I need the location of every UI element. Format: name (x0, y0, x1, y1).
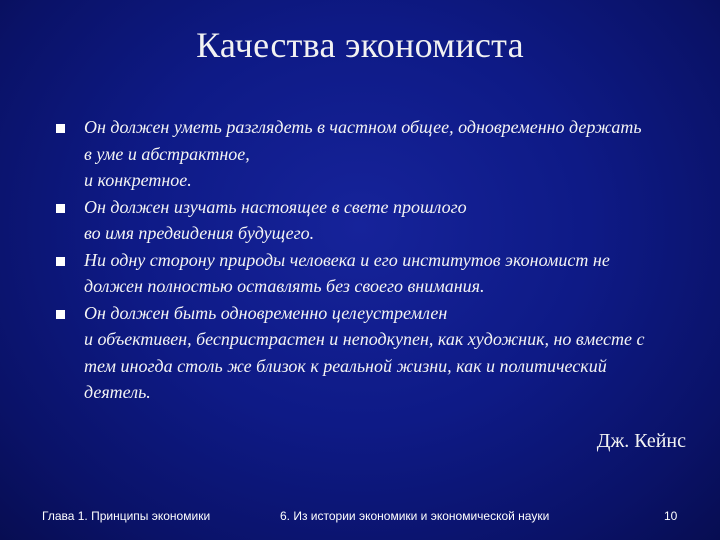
bullet-text-line: тем иногда столь же близок к реальной жизни, как и политический (84, 355, 607, 376)
bullet-text-line: Он должен быть одновременно целеустремлен (84, 302, 448, 323)
footer-section: 6. Из истории экономики и экономической науки (280, 509, 550, 523)
bullet-item (56, 300, 696, 406)
bullet-text-line: и объективен, беспристрастен и неподкупен, как художник, но вместе с (84, 329, 645, 349)
bullet-text-line: и конкретное. (84, 170, 192, 190)
bullet-item (56, 194, 696, 247)
page-number: 10 (664, 509, 678, 523)
bullet-text-line: деятель. (84, 382, 151, 402)
square-bullet-icon (56, 257, 65, 266)
square-bullet-icon (56, 124, 65, 133)
bullet-text-line: должен полностью оставлять без своего внимания. (84, 276, 485, 296)
bullet-text-line: Ни одну сторону природы человека и его институтов экономист не (84, 249, 610, 270)
bullet-text-line: в уме и абстрактное, (84, 143, 250, 164)
square-bullet-icon (56, 310, 65, 319)
square-bullet-icon (56, 204, 65, 213)
bullet-list (56, 114, 696, 406)
footer-chapter: Глава 1. Принципы экономики (42, 509, 211, 523)
slide-title: Качества экономиста (196, 25, 524, 65)
bullet-text-line: Он должен изучать настоящее в свете прошлого (84, 196, 467, 217)
bullet-text-line: во имя предвидения будущего. (84, 223, 315, 243)
bullet-item (56, 114, 696, 194)
bullet-item (56, 247, 696, 300)
bullet-text-line: Он должен уметь разглядеть в частном общее, одновременно держать (84, 117, 642, 137)
quote-author: Дж. Кейнс (596, 430, 686, 452)
